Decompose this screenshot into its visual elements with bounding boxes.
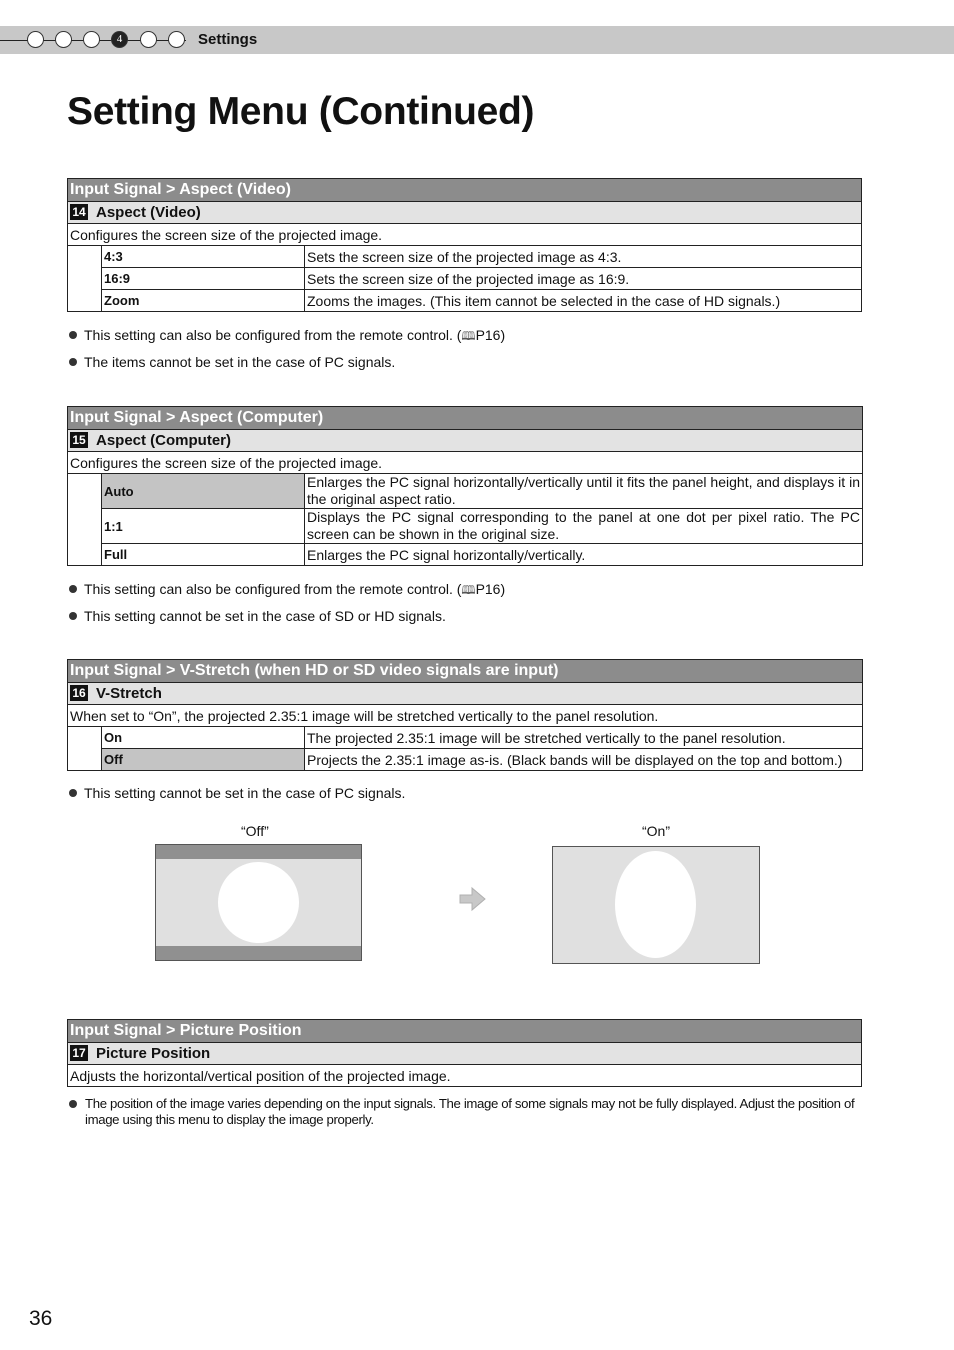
item-title: V-Stretch bbox=[96, 685, 162, 702]
indent-cell bbox=[68, 474, 102, 566]
option-name: Auto bbox=[102, 474, 305, 509]
note-item: The position of the image varies depending on the input signals. The image of some signals may not be fully displayed. Adjust the position of image using this menu to display the image properly. bbox=[69, 1096, 889, 1128]
item-row bbox=[68, 1043, 862, 1065]
item-number-badge: 17 bbox=[70, 1045, 88, 1061]
item-row bbox=[68, 202, 862, 224]
item-number-badge: 16 bbox=[70, 685, 88, 701]
stretched-image bbox=[615, 851, 696, 958]
bullet-icon bbox=[69, 331, 77, 339]
item-title: Aspect (Video) bbox=[96, 204, 201, 221]
note-item: This setting can also be configured from the remote control. (🕮P16) bbox=[69, 581, 889, 602]
item-number-badge: 15 bbox=[70, 432, 88, 448]
bullet-icon bbox=[69, 789, 77, 797]
on-screen-illustration bbox=[552, 846, 760, 964]
page-ref: P16 bbox=[475, 581, 501, 597]
bullet-icon bbox=[69, 358, 77, 366]
item-row bbox=[68, 683, 863, 705]
option-desc: Sets the screen size of the projected image as 16:9. bbox=[305, 268, 862, 290]
chapter-marker-3 bbox=[83, 31, 100, 48]
chapter-title: Settings bbox=[198, 31, 258, 48]
option-name: 16:9 bbox=[102, 268, 305, 290]
aspect-video-table bbox=[67, 178, 862, 312]
option-name: 4:3 bbox=[102, 246, 305, 268]
top-black-band bbox=[156, 845, 361, 859]
bullet-icon bbox=[69, 1100, 77, 1108]
note-item: The items cannot be set in the case of PC signals. bbox=[69, 354, 889, 370]
option-desc: Projects the 2.35:1 image as-is. (Black bands will be displayed on the top and bottom.) bbox=[305, 749, 863, 771]
section-header: Input Signal > Aspect (Video) bbox=[68, 179, 862, 202]
section-header: Input Signal > Picture Position bbox=[68, 1020, 862, 1043]
chapter-marker-current: 4 bbox=[111, 31, 128, 48]
option-desc: Displays the PC signal corresponding to the panel at one dot per pixel ratio. The PC screen can be shown in the original size. bbox=[305, 509, 863, 544]
option-name: Zoom bbox=[102, 290, 305, 312]
bullet-icon bbox=[69, 612, 77, 620]
page-ref: P16 bbox=[475, 327, 501, 343]
note-item: This setting cannot be set in the case of PC signals. bbox=[69, 785, 889, 801]
option-desc: Enlarges the PC signal horizontally/vertically. bbox=[305, 544, 863, 566]
indent-cell bbox=[68, 246, 102, 312]
item-number-badge: 14 bbox=[70, 204, 88, 220]
book-icon: 🕮 bbox=[461, 583, 476, 597]
chapter-marker-6 bbox=[168, 31, 185, 48]
section-header: Input Signal > V-Stretch (when HD or SD video signals are input) bbox=[68, 660, 863, 683]
option-desc: Enlarges the PC signal horizontally/vertically until it fits the panel height, and displays it in the original aspect ratio. bbox=[305, 474, 863, 509]
item-description: Configures the screen size of the projected image. bbox=[68, 224, 862, 246]
right-arrow-icon bbox=[458, 885, 488, 915]
chapter-marker-1 bbox=[27, 31, 44, 48]
item-title: Aspect (Computer) bbox=[96, 432, 232, 449]
off-caption: “Off” bbox=[241, 823, 269, 839]
item-description: Configures the screen size of the projected image. bbox=[68, 452, 863, 474]
note-item: This setting cannot be set in the case of SD or HD signals. bbox=[69, 608, 889, 624]
item-title: Picture Position bbox=[96, 1045, 211, 1062]
bullet-icon bbox=[69, 585, 77, 593]
page-title: Setting Menu (Continued) bbox=[67, 90, 535, 133]
option-name: On bbox=[102, 727, 305, 749]
page-number: 36 bbox=[29, 1307, 53, 1330]
option-name: Full bbox=[102, 544, 305, 566]
on-caption: “On” bbox=[642, 823, 670, 839]
option-desc: Zooms the images. (This item cannot be selected in the case of HD signals.) bbox=[305, 290, 862, 312]
note-item: This setting can also be configured from the remote control. (🕮P16) bbox=[69, 327, 889, 348]
item-description: Adjusts the horizontal/vertical position of the projected image. bbox=[68, 1065, 862, 1087]
option-name: 1:1 bbox=[102, 509, 305, 544]
bottom-black-band bbox=[156, 946, 361, 960]
option-desc: The projected 2.35:1 image will be stretched vertically to the panel resolution. bbox=[305, 727, 863, 749]
round-image bbox=[218, 862, 299, 943]
off-screen-illustration bbox=[155, 844, 362, 961]
chapter-marker-2 bbox=[55, 31, 72, 48]
item-row bbox=[68, 430, 863, 452]
book-icon: 🕮 bbox=[461, 329, 476, 343]
picture-position-table bbox=[67, 1019, 862, 1087]
indent-cell bbox=[68, 727, 102, 771]
option-name: Off bbox=[102, 749, 305, 771]
aspect-computer-table bbox=[67, 406, 863, 566]
section-header: Input Signal > Aspect (Computer) bbox=[68, 407, 863, 430]
chapter-marker-5 bbox=[140, 31, 157, 48]
item-description: When set to “On”, the projected 2.35:1 image will be stretched vertically to the panel resolution. bbox=[68, 705, 863, 727]
option-desc: Sets the screen size of the projected image as 4:3. bbox=[305, 246, 862, 268]
v-stretch-table bbox=[67, 659, 863, 771]
